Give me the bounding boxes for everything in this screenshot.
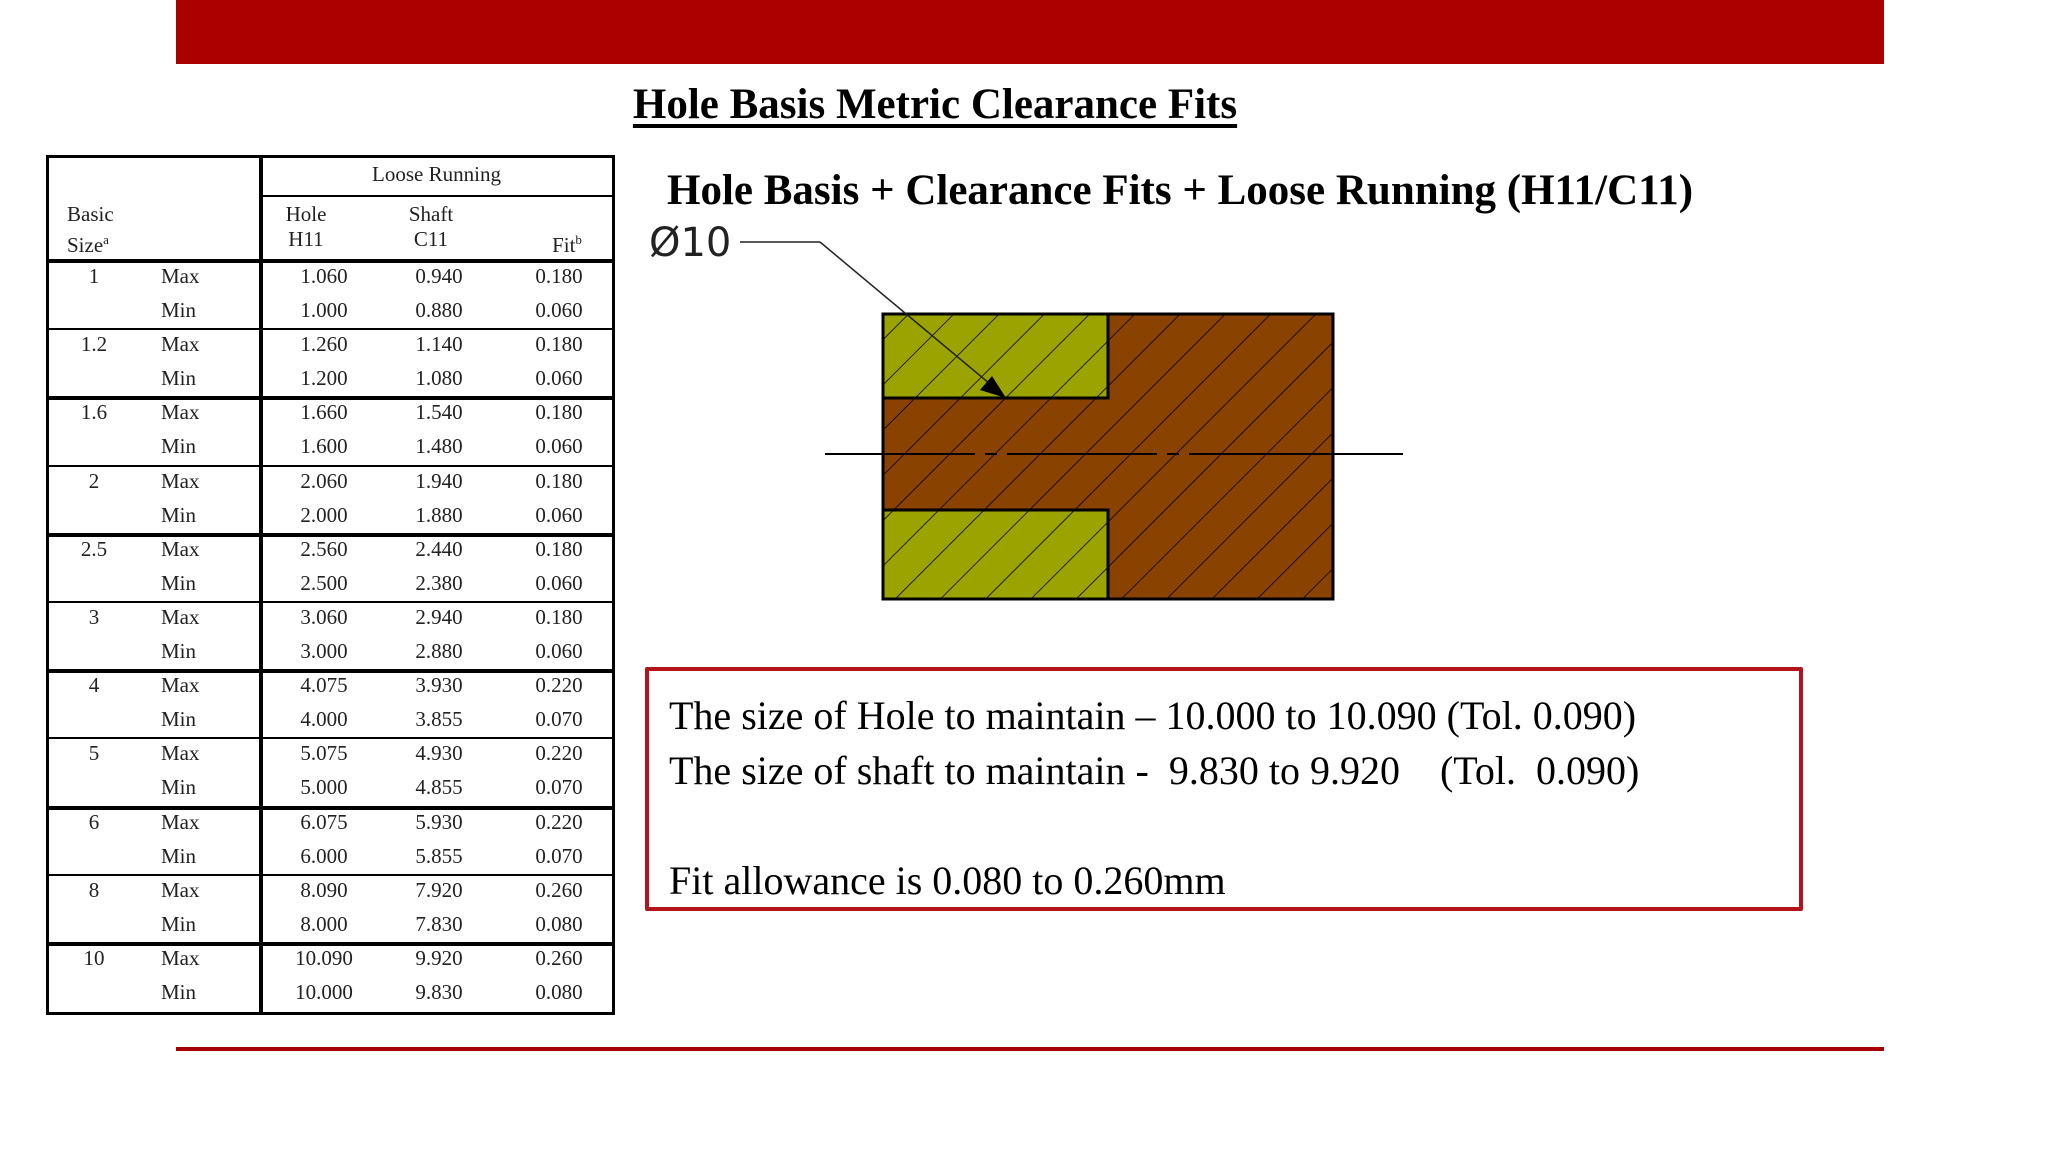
fit-table bbox=[46, 155, 615, 1015]
header-fit-sup: b bbox=[575, 232, 582, 247]
max-hole-value: 3.060 bbox=[300, 605, 348, 629]
max-shaft-value: 5.930 bbox=[415, 809, 463, 834]
header-shaft-line1: Shaft bbox=[408, 202, 454, 226]
max-shaft-value: 1.140 bbox=[415, 332, 463, 357]
header-fit-label: Fit bbox=[552, 233, 576, 257]
max-shaft-value: 7.920 bbox=[415, 877, 463, 902]
min-hole-value: 2.500 bbox=[300, 570, 348, 595]
min-fit-value: 0.060 bbox=[535, 502, 583, 527]
min-limit-label: Min bbox=[161, 298, 197, 322]
min-limit-label: Min bbox=[161, 980, 197, 1004]
min-shaft-value: 1.480 bbox=[415, 434, 463, 459]
min-limit-label: Min bbox=[161, 775, 197, 800]
table-rule bbox=[49, 259, 612, 263]
max-limit-label: Max bbox=[161, 468, 200, 493]
max-hole-value: 4.075 bbox=[300, 673, 348, 698]
dimension-label: Ø10 bbox=[649, 220, 732, 266]
min-fit-value: 0.060 bbox=[535, 570, 583, 595]
group-header: Loose Running bbox=[372, 162, 501, 186]
fit-allowance-text: Fit allowance is 0.080 to 0.260mm bbox=[669, 858, 1226, 903]
max-shaft-value: 1.540 bbox=[415, 400, 463, 425]
max-fit-value: 0.260 bbox=[535, 877, 583, 902]
min-hole-value: 2.000 bbox=[300, 502, 348, 527]
basic-size-cell: 2.5 bbox=[80, 536, 108, 561]
basic-size-cell: 3 bbox=[88, 605, 100, 629]
slide-title: Hole Basis Metric Clearance Fits bbox=[632, 81, 1238, 128]
max-shaft-value: 1.940 bbox=[415, 468, 463, 493]
min-limit-label: Min bbox=[161, 639, 197, 663]
table-rule bbox=[259, 195, 612, 197]
min-shaft-value: 7.830 bbox=[415, 911, 463, 936]
min-fit-value: 0.060 bbox=[535, 298, 583, 322]
basic-size-cell: 1.6 bbox=[80, 400, 108, 425]
hole-size-text: The size of Hole to maintain – 10.000 to 10.090 (Tol. 0.090) bbox=[669, 693, 1637, 738]
min-limit-label: Min bbox=[161, 911, 197, 936]
max-limit-label: Max bbox=[161, 741, 200, 766]
max-hole-value: 8.090 bbox=[300, 877, 348, 902]
max-fit-value: 0.260 bbox=[535, 946, 583, 970]
min-shaft-value: 2.380 bbox=[415, 570, 463, 595]
max-limit-label: Max bbox=[161, 809, 200, 834]
max-shaft-value: 2.940 bbox=[415, 605, 463, 629]
min-shaft-value: 1.080 bbox=[415, 366, 463, 391]
row-separator bbox=[49, 737, 612, 739]
min-fit-value: 0.080 bbox=[535, 911, 583, 936]
diagram-subtitle: Hole Basis + Clearance Fits + Loose Running (H11/C11) bbox=[667, 167, 1694, 214]
max-hole-value: 6.075 bbox=[300, 809, 348, 834]
max-limit-label: Max bbox=[161, 264, 200, 288]
min-shaft-value: 4.855 bbox=[415, 775, 463, 800]
basic-size-cell: 4 bbox=[88, 673, 100, 698]
max-limit-label: Max bbox=[161, 673, 200, 698]
max-hole-value: 1.660 bbox=[300, 400, 348, 425]
max-fit-value: 0.220 bbox=[535, 809, 583, 834]
basic-size-cell: 10 bbox=[83, 946, 105, 970]
max-hole-value: 10.090 bbox=[295, 946, 353, 970]
row-separator bbox=[49, 465, 612, 467]
min-fit-value: 0.060 bbox=[535, 639, 583, 663]
max-fit-value: 0.180 bbox=[535, 536, 583, 561]
min-fit-value: 0.060 bbox=[535, 366, 583, 391]
min-limit-label: Min bbox=[161, 707, 197, 732]
basic-size-cell: 1 bbox=[88, 264, 100, 288]
min-limit-label: Min bbox=[161, 434, 197, 459]
min-fit-value: 0.060 bbox=[535, 434, 583, 459]
header-hole-line1: Hole bbox=[285, 202, 327, 226]
min-shaft-value: 2.880 bbox=[415, 639, 463, 663]
min-shaft-value: 5.855 bbox=[415, 843, 463, 868]
min-fit-value: 0.070 bbox=[535, 707, 583, 732]
min-hole-value: 6.000 bbox=[300, 843, 348, 868]
row-separator bbox=[49, 874, 612, 876]
min-hole-value: 8.000 bbox=[300, 911, 348, 936]
min-fit-value: 0.070 bbox=[535, 843, 583, 868]
min-limit-label: Min bbox=[161, 843, 197, 868]
min-hole-value: 3.000 bbox=[300, 639, 348, 663]
min-limit-label: Min bbox=[161, 570, 197, 595]
min-hole-value: 4.000 bbox=[300, 707, 348, 732]
min-hole-value: 5.000 bbox=[300, 775, 348, 800]
max-limit-label: Max bbox=[161, 605, 200, 629]
min-shaft-value: 1.880 bbox=[415, 502, 463, 527]
header-basic-size bbox=[67, 202, 114, 258]
min-hole-value: 1.000 bbox=[300, 298, 348, 322]
table-divider bbox=[259, 158, 263, 1012]
min-limit-label: Min bbox=[161, 366, 197, 391]
min-fit-value: 0.080 bbox=[535, 980, 583, 1004]
max-shaft-value: 0.940 bbox=[415, 264, 463, 288]
max-shaft-value: 3.930 bbox=[415, 673, 463, 698]
max-hole-value: 5.075 bbox=[300, 741, 348, 766]
min-limit-label: Min bbox=[161, 502, 197, 527]
bottom-rule bbox=[176, 1047, 1884, 1051]
max-fit-value: 0.180 bbox=[535, 264, 583, 288]
shaft-lower-hatch bbox=[883, 510, 1108, 599]
header-basic-size-sup: a bbox=[103, 232, 109, 247]
max-shaft-value: 9.920 bbox=[415, 946, 463, 970]
max-limit-label: Max bbox=[161, 877, 200, 902]
max-limit-label: Max bbox=[161, 946, 200, 970]
max-limit-label: Max bbox=[161, 536, 200, 561]
max-hole-value: 2.560 bbox=[300, 536, 348, 561]
max-fit-value: 0.180 bbox=[535, 400, 583, 425]
clearance-fit-diagram bbox=[640, 220, 1420, 610]
min-shaft-value: 0.880 bbox=[415, 298, 463, 322]
row-separator bbox=[49, 328, 612, 330]
row-separator bbox=[49, 601, 612, 603]
header-basic-size-line2: Size bbox=[67, 233, 104, 257]
basic-size-cell: 2 bbox=[88, 468, 100, 493]
max-fit-value: 0.220 bbox=[535, 741, 583, 766]
max-fit-value: 0.180 bbox=[535, 605, 583, 629]
basic-size-cell: 6 bbox=[88, 809, 100, 834]
header-basic-size-line1: Basic bbox=[67, 202, 114, 226]
min-hole-value: 10.000 bbox=[295, 980, 353, 1004]
header-hole-line2: H11 bbox=[288, 227, 324, 251]
max-fit-value: 0.220 bbox=[535, 673, 583, 698]
basic-size-cell: 1.2 bbox=[80, 332, 108, 357]
max-shaft-value: 4.930 bbox=[415, 741, 463, 766]
max-fit-value: 0.180 bbox=[535, 332, 583, 357]
min-shaft-value: 9.830 bbox=[415, 980, 463, 1004]
max-hole-value: 1.060 bbox=[300, 264, 348, 288]
header-shaft-line2: C11 bbox=[413, 227, 449, 251]
shaft-size-text: The size of shaft to maintain - 9.830 to 9.920 (Tol. 0.090) bbox=[669, 748, 1640, 793]
min-fit-value: 0.070 bbox=[535, 775, 583, 800]
max-limit-label: Max bbox=[161, 400, 200, 425]
max-shaft-value: 2.440 bbox=[415, 536, 463, 561]
top-accent-bar bbox=[176, 0, 1884, 64]
min-shaft-value: 3.855 bbox=[415, 707, 463, 732]
max-limit-label: Max bbox=[161, 332, 200, 357]
header-hole bbox=[271, 202, 341, 252]
info-box bbox=[645, 667, 1803, 911]
min-hole-value: 1.200 bbox=[300, 366, 348, 391]
max-hole-value: 2.060 bbox=[300, 468, 348, 493]
header-fit bbox=[537, 227, 597, 258]
basic-size-cell: 8 bbox=[88, 877, 100, 902]
basic-size-cell: 5 bbox=[88, 741, 100, 766]
header-shaft bbox=[386, 202, 476, 252]
min-hole-value: 1.600 bbox=[300, 434, 348, 459]
max-fit-value: 0.180 bbox=[535, 468, 583, 493]
max-hole-value: 1.260 bbox=[300, 332, 348, 357]
